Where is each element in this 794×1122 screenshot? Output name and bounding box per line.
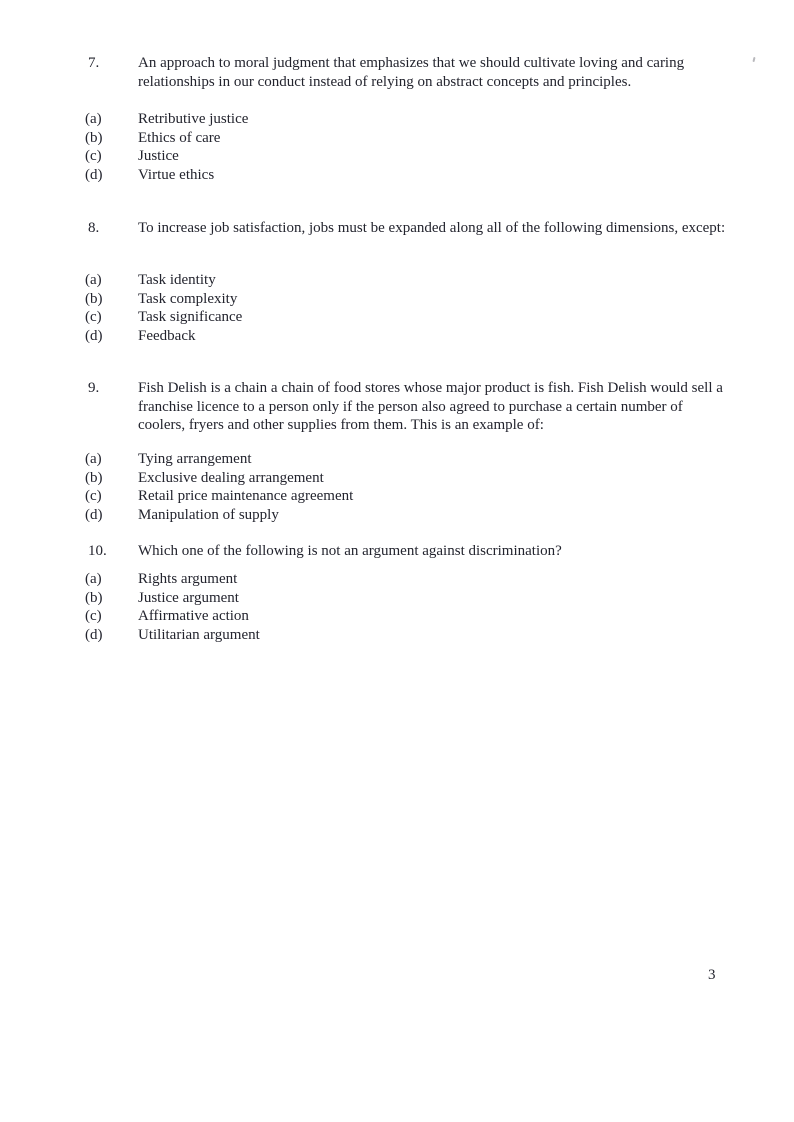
question-10-options [85,570,733,644]
option-text: Retail price maintenance agreement [138,488,354,505]
question-7-head [85,54,733,91]
option-text: Utilitarian argument [138,626,260,643]
option-text: Tying arrangement [138,451,252,467]
question-9-head [85,379,733,435]
option-letter: (a) [85,571,102,587]
option-text: Manipulation of supply [138,506,279,523]
option-letter: (c) [85,309,102,326]
option-text: Virtue ethics [138,166,215,183]
question-number: 9. [88,380,100,396]
option-row [85,110,733,129]
option-letter: (d) [85,327,103,344]
option-letter: (d) [85,506,103,523]
option-row [85,589,733,608]
question-text: To increase job satisfaction, jobs must be expanded along all of the following dimensions, except: [138,220,726,236]
option-text: Task complexity [138,290,238,307]
option-text: Task identity [138,272,216,288]
option-letter: (a) [85,111,102,127]
option-row [85,607,733,626]
question-7-options [85,110,733,184]
option-row [85,290,733,309]
question-text: Fish Delish is a chain a chain of food stores whose major product is fish. Fish Delish would sell a franchise licence to a person only if the person also agreed to purchase a certain number of coolers, fryers and other supplies from them. This is an example of: [138,380,723,434]
option-row [85,570,733,589]
option-text: Rights argument [138,571,238,587]
option-letter: (b) [85,589,103,606]
option-letter: (c) [85,608,102,625]
option-letter: (a) [85,272,102,288]
question-number: 10. [88,543,107,559]
option-letter: (c) [85,488,102,505]
option-row [85,487,733,506]
question-10-head [85,542,733,561]
option-letter: (d) [85,166,103,183]
option-row [85,469,733,488]
option-letter: (b) [85,129,103,146]
option-text: Ethics of care [138,129,221,146]
question-text: An approach to moral judgment that emphasizes that we should cultivate loving and caring relationships in our conduct instead of relying on abstract concepts and principles. [138,55,685,90]
option-row [85,271,733,290]
option-text: Affirmative action [138,608,249,625]
option-row [85,327,733,346]
question-8-head [85,219,733,238]
option-text: Justice argument [138,589,239,606]
option-text: Task significance [138,309,243,326]
option-row [85,308,733,327]
option-row [85,450,733,469]
page-number: 3 [708,967,716,983]
option-text: Justice [138,148,179,165]
question-8-options [85,271,733,345]
option-row [85,626,733,645]
option-row [85,166,733,185]
question-number: 7. [88,55,100,71]
option-text: Exclusive dealing arrangement [138,469,324,486]
scan-artifact-mark [752,57,755,62]
option-row [85,129,733,148]
question-text: Which one of the following is not an argument against discrimination? [138,543,562,559]
question-number: 8. [88,220,100,236]
option-text: Retributive justice [138,111,249,127]
option-row [85,147,733,166]
option-text: Feedback [138,327,196,344]
option-letter: (b) [85,469,103,486]
option-letter: (a) [85,451,102,467]
question-9-options [85,450,733,524]
option-letter: (b) [85,290,103,307]
option-letter: (c) [85,148,102,165]
option-letter: (d) [85,626,103,643]
option-row [85,506,733,525]
